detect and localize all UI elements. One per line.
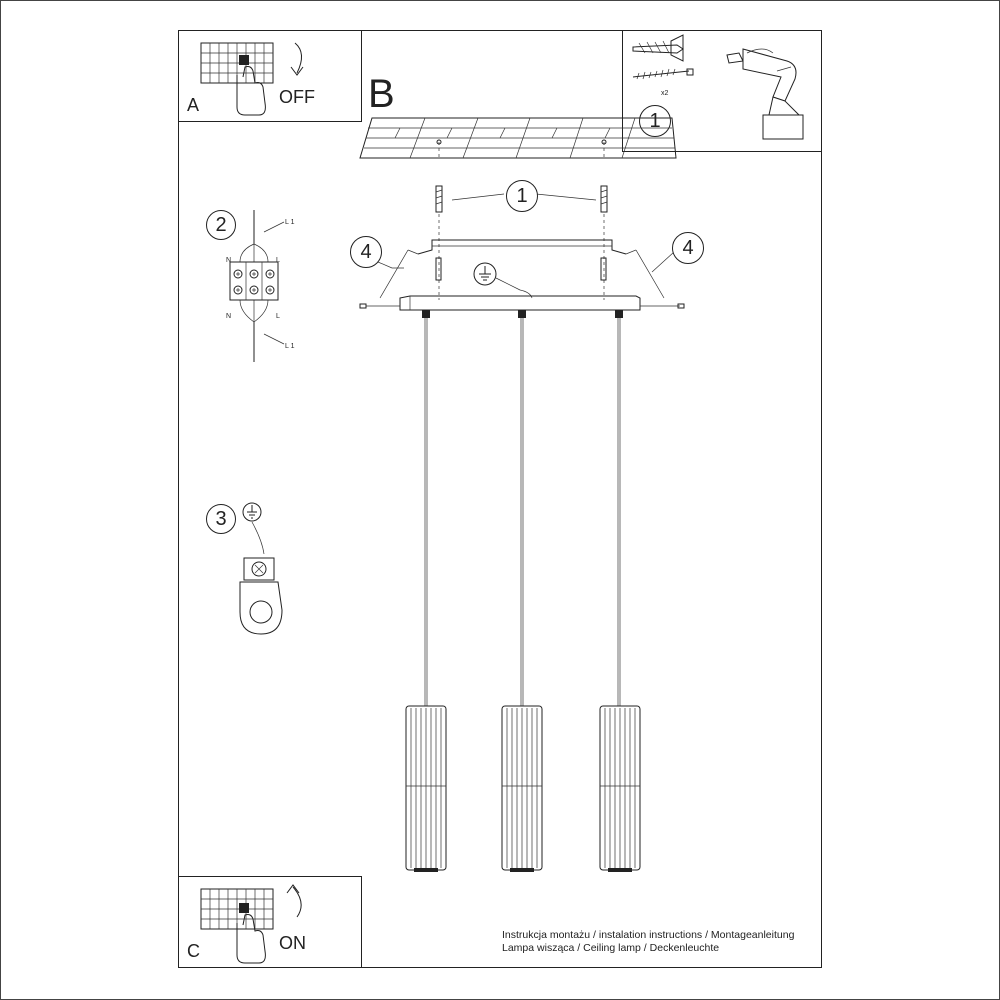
step-4-left-marker: 4 [350, 236, 382, 268]
quantity-text: x2 [661, 90, 669, 97]
fuse-box-on-icon [179, 877, 363, 969]
panel-b-letter: B [368, 72, 395, 116]
lamp-shade-middle [502, 706, 542, 872]
cable-middle [518, 310, 526, 706]
bracket-screw-right [601, 258, 606, 280]
mounting-bracket [380, 240, 664, 298]
wiring-label-l-top: L [276, 257, 280, 264]
ground-symbol-small-icon [243, 503, 261, 521]
terminal-block-wiring [226, 210, 295, 362]
bracket-screw-left [436, 258, 441, 280]
step-4-right-marker: 4 [672, 232, 704, 264]
step-3-ground-marker: 3 [206, 504, 236, 534]
wiring-label-l1-top: L 1 [285, 219, 295, 226]
panel-c-letter: C [187, 941, 200, 961]
ground-connector [240, 503, 282, 634]
wiring-label-n-bottom: N [226, 313, 232, 320]
canopy-bar [360, 296, 684, 310]
step-1-tools-marker: 1 [639, 105, 671, 137]
wiring-label-l-bottom: L [276, 313, 280, 320]
step-2-wiring-marker: 2 [206, 210, 236, 240]
step-1-ceiling-screws-marker: 1 [506, 180, 538, 212]
wiring-label-n-top: N [226, 257, 232, 264]
cable-right [615, 310, 623, 706]
switch-on-label: ON [279, 933, 306, 953]
panel-c-switch-on [178, 876, 362, 968]
ground-symbol-icon [474, 263, 496, 285]
caption-product: Lampa wisząca / Ceiling lamp / Deckenleuchte [502, 942, 720, 954]
ceiling-tiles [360, 118, 676, 160]
switch-off-label: OFF [279, 87, 315, 107]
panel-a-letter: A [187, 95, 200, 115]
ceiling-screw-left [436, 186, 442, 212]
caption-instructions: Instrukcja montażu / instalation instructions / Montageanleitung [502, 929, 795, 941]
wiring-label-l1-bottom: L 1 [285, 343, 295, 350]
cable-left [422, 310, 430, 706]
lamp-shade-left [406, 706, 446, 872]
lamp-shade-right [600, 706, 640, 872]
ceiling-screw-right [601, 186, 607, 212]
